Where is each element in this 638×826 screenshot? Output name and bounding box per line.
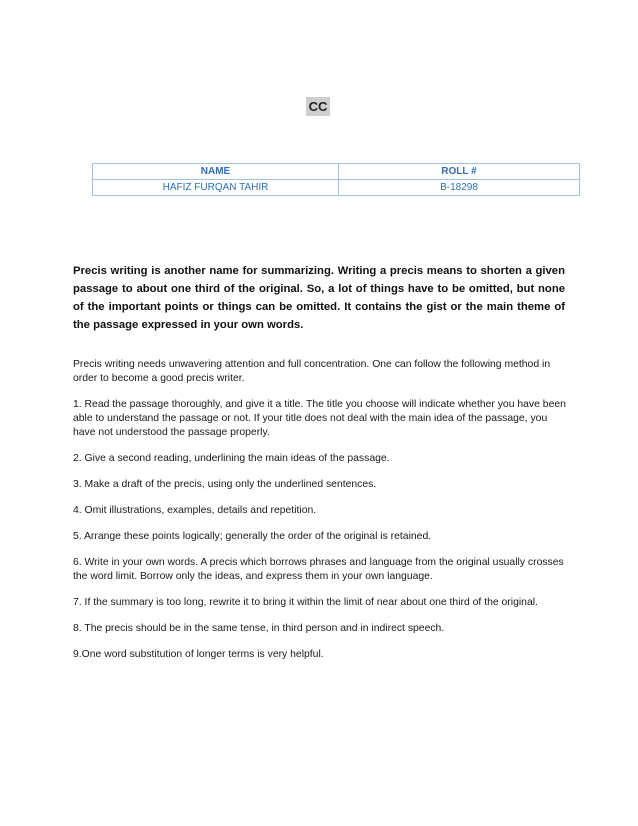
- paragraph: 5. Arrange these points logically; generally the order of the original is retained.: [73, 531, 432, 542]
- table-row: [93, 180, 580, 196]
- paragraph: 6. Write in your own words. A precis which borrows phrases and language from the original usually crosses the word limit. Borrow only the ideas, and express them in your own language.: [73, 557, 564, 582]
- table-header-roll: ROLL #: [339, 164, 580, 180]
- paragraph: 4. Omit illustrations, examples, details and repetition.: [73, 505, 317, 516]
- paragraph: 2. Give a second reading, underlining the main ideas of the passage.: [73, 453, 390, 464]
- table-header-row: [93, 164, 580, 180]
- student-info-table: [92, 163, 580, 196]
- paragraph: 7. If the summary is too long, rewrite it to bring it within the limit of near about one third of the original.: [73, 597, 538, 608]
- paragraph: 8. The precis should be in the same tense, in third person and in indirect speech.: [73, 623, 445, 634]
- paragraph: 3. Make a draft of the precis, using only the underlined sentences.: [73, 479, 377, 490]
- body-text: [73, 358, 568, 674]
- paragraph: 1. Read the passage thoroughly, and give it a title. The title you choose will indicate whether you have been able to understand the passage or not. If your title does not deal with the main idea of the passage, you have not understood the passage properly.: [73, 399, 566, 438]
- paragraph: 9.One word substitution of longer terms is very helpful.: [73, 649, 324, 660]
- intro-paragraph: Precis writing is another name for summarizing. Writing a precis means to shorten a given passage to about one third of the original. So, a lot of things have to be omitted, but none of the important points or things can be omitted. It contains the gist or the main theme of the passage expressed in your own words.: [73, 265, 565, 331]
- table-header-name: NAME: [93, 164, 339, 180]
- page-title: CC: [306, 97, 330, 116]
- paragraph: Precis writing needs unwavering attention and full concentration. One can follow the following method in order to become a good precis writer.: [73, 359, 551, 384]
- table-cell-name: HAFIZ FURQAN TAHIR: [93, 180, 339, 196]
- table-cell-roll: B-18298: [339, 180, 580, 196]
